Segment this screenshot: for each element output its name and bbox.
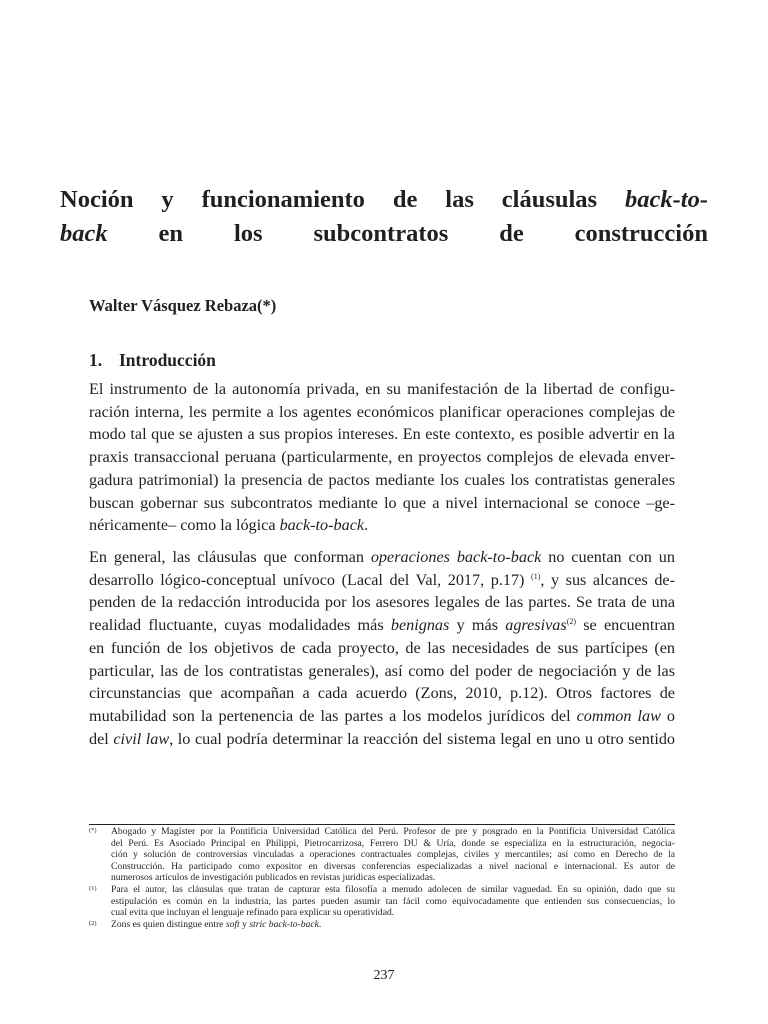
footnote-2	[89, 919, 675, 931]
title-line-1: Noción y funcionamiento de las cláusulas back-to-	[60, 186, 708, 213]
section-number: 1.	[89, 350, 103, 370]
text-line: gadura patrimonial) la presencia de pactos mediante los cuales los contratistas generales	[89, 470, 675, 489]
text-line: realidad fluctuante, cuyas modalidades más benignas y más agresivas$^{(2)}$ se encuentran	[89, 616, 675, 635]
text-line: particular, las de los contratistas generales), así como del poder de negociación y de las	[89, 661, 675, 680]
text-line: ración interna, les permite a los agentes económicos planificar operaciones complejas de	[89, 402, 675, 421]
italic-term: operaciones back-to-back	[370, 548, 542, 566]
section-title: Introducción	[119, 350, 216, 370]
text-line: del civil law, lo cual podría determinar la reacción del sistema legal en uno u otro sentido	[89, 729, 676, 748]
text-line: modo tal que se ajusten a sus propios intereses. En este contexto, es posible advertir en la	[89, 425, 675, 444]
italic-term: benignas	[390, 616, 450, 635]
text-line: praxis transaccional peruana (particularmente, en proyectos complejos de elevada enver-	[89, 448, 675, 467]
footnote-line: Abogado y Magíster por la Pontificia Universidad Católica del Perú. Profesor de pre y posgrado en la Pontificia Universidad Católica	[111, 826, 675, 837]
text-line: desarrollo lógico-conceptual unívoco (Lacal del Val, 2017, p.17) $^{(1)}$, y sus alcances de-	[89, 570, 675, 589]
footnote-marker: (*)	[89, 827, 97, 834]
italic-term: stric back-to-back	[249, 918, 319, 930]
page-number: 237	[373, 968, 395, 983]
footnote-line: Zons es quien distingue entre soft y stric back-to-back.	[111, 918, 322, 930]
italic-term: civil law	[113, 729, 170, 748]
paragraph-2	[89, 546, 675, 750]
footnote-marker: (1)	[89, 884, 97, 892]
text-line: buscan gobernar sus subcontratos mediante lo que a nivel internacional se conoce –ge-	[89, 493, 675, 512]
italic-term: back-to-back	[279, 516, 365, 535]
footnote-line: numerosos artículos de investigación publicados en revistas jurídicas especializadas.	[111, 872, 436, 884]
italic-term: common law	[576, 706, 661, 725]
section-heading	[89, 350, 216, 371]
footnote-marker: (2)	[89, 919, 97, 927]
text-line: En general, las cláusulas que conforman operaciones back-to-back no cuentan con un	[89, 548, 675, 566]
footnote-ref-1[interactable]: (1)	[531, 571, 541, 581]
italic-term: soft	[225, 918, 240, 930]
italic-term: agresivas	[505, 616, 567, 635]
footnote-author	[89, 826, 675, 884]
footnote-line: Para el autor, las cláusulas que tratan de capturar esta filosofía a menudo adolecen de similar vaguedad. En su opinión, dado que su	[111, 883, 675, 895]
text-line: néricamente– como la lógica back-to-back.	[89, 516, 369, 535]
title-italic-term: back	[60, 220, 108, 247]
footnote-divider	[89, 824, 675, 825]
footnote-1	[89, 884, 675, 919]
title-italic-term: back-to-	[625, 186, 708, 213]
author-name: Walter Vásquez Rebaza(*)	[89, 296, 277, 315]
text-line: mutabilidad son la pertenencia de las partes a los modelos jurídicos del common law o	[89, 706, 676, 725]
paragraph-1	[89, 378, 675, 537]
text-line: El instrumento de la autonomía privada, en su manifestación de la libertad de configu-	[89, 380, 675, 398]
text-line: circunstancias que acompañan a cada acuerdo (Zons, 2010, p.12). Otros factores de	[89, 684, 675, 703]
footnote-line: Construcción. Ha participado como expositor en diversas conferencias especializadas a nivel nacional e internacional. Es autor de	[111, 860, 675, 872]
footnote-line: del Perú. Es Asociado Principal en Philippi, Pietrocarrizosa, Ferrero DU & Uría, donde se especializa en la estructuración, negocia-	[111, 837, 675, 849]
footnote-line: ción y solución de controversias vinculadas a operaciones contractuales complejas, civiles y mercantiles; así como en Derecho de la	[111, 849, 675, 861]
text-line: en función de los objetivos de cada proyecto, de las necesidades de sus partícipes (en	[89, 638, 675, 657]
footnote-ref-2[interactable]: (2)	[566, 617, 577, 627]
footnote-line: estipulación es común en la industria, las partes pueden asumir tan fácil como equivocadamente que entienden sus consecuencias, lo	[111, 895, 675, 907]
footnotes	[89, 826, 675, 930]
footnote-line: cual evita que incluyan el lenguaje refinado para explicar su operatividad.	[111, 907, 395, 919]
article-title	[60, 183, 708, 251]
text-line: penden de la redacción introducida por los asesores legales de las partes. Se trata de una	[89, 593, 675, 612]
title-line-2: back en los subcontratos de construcción	[60, 220, 708, 247]
